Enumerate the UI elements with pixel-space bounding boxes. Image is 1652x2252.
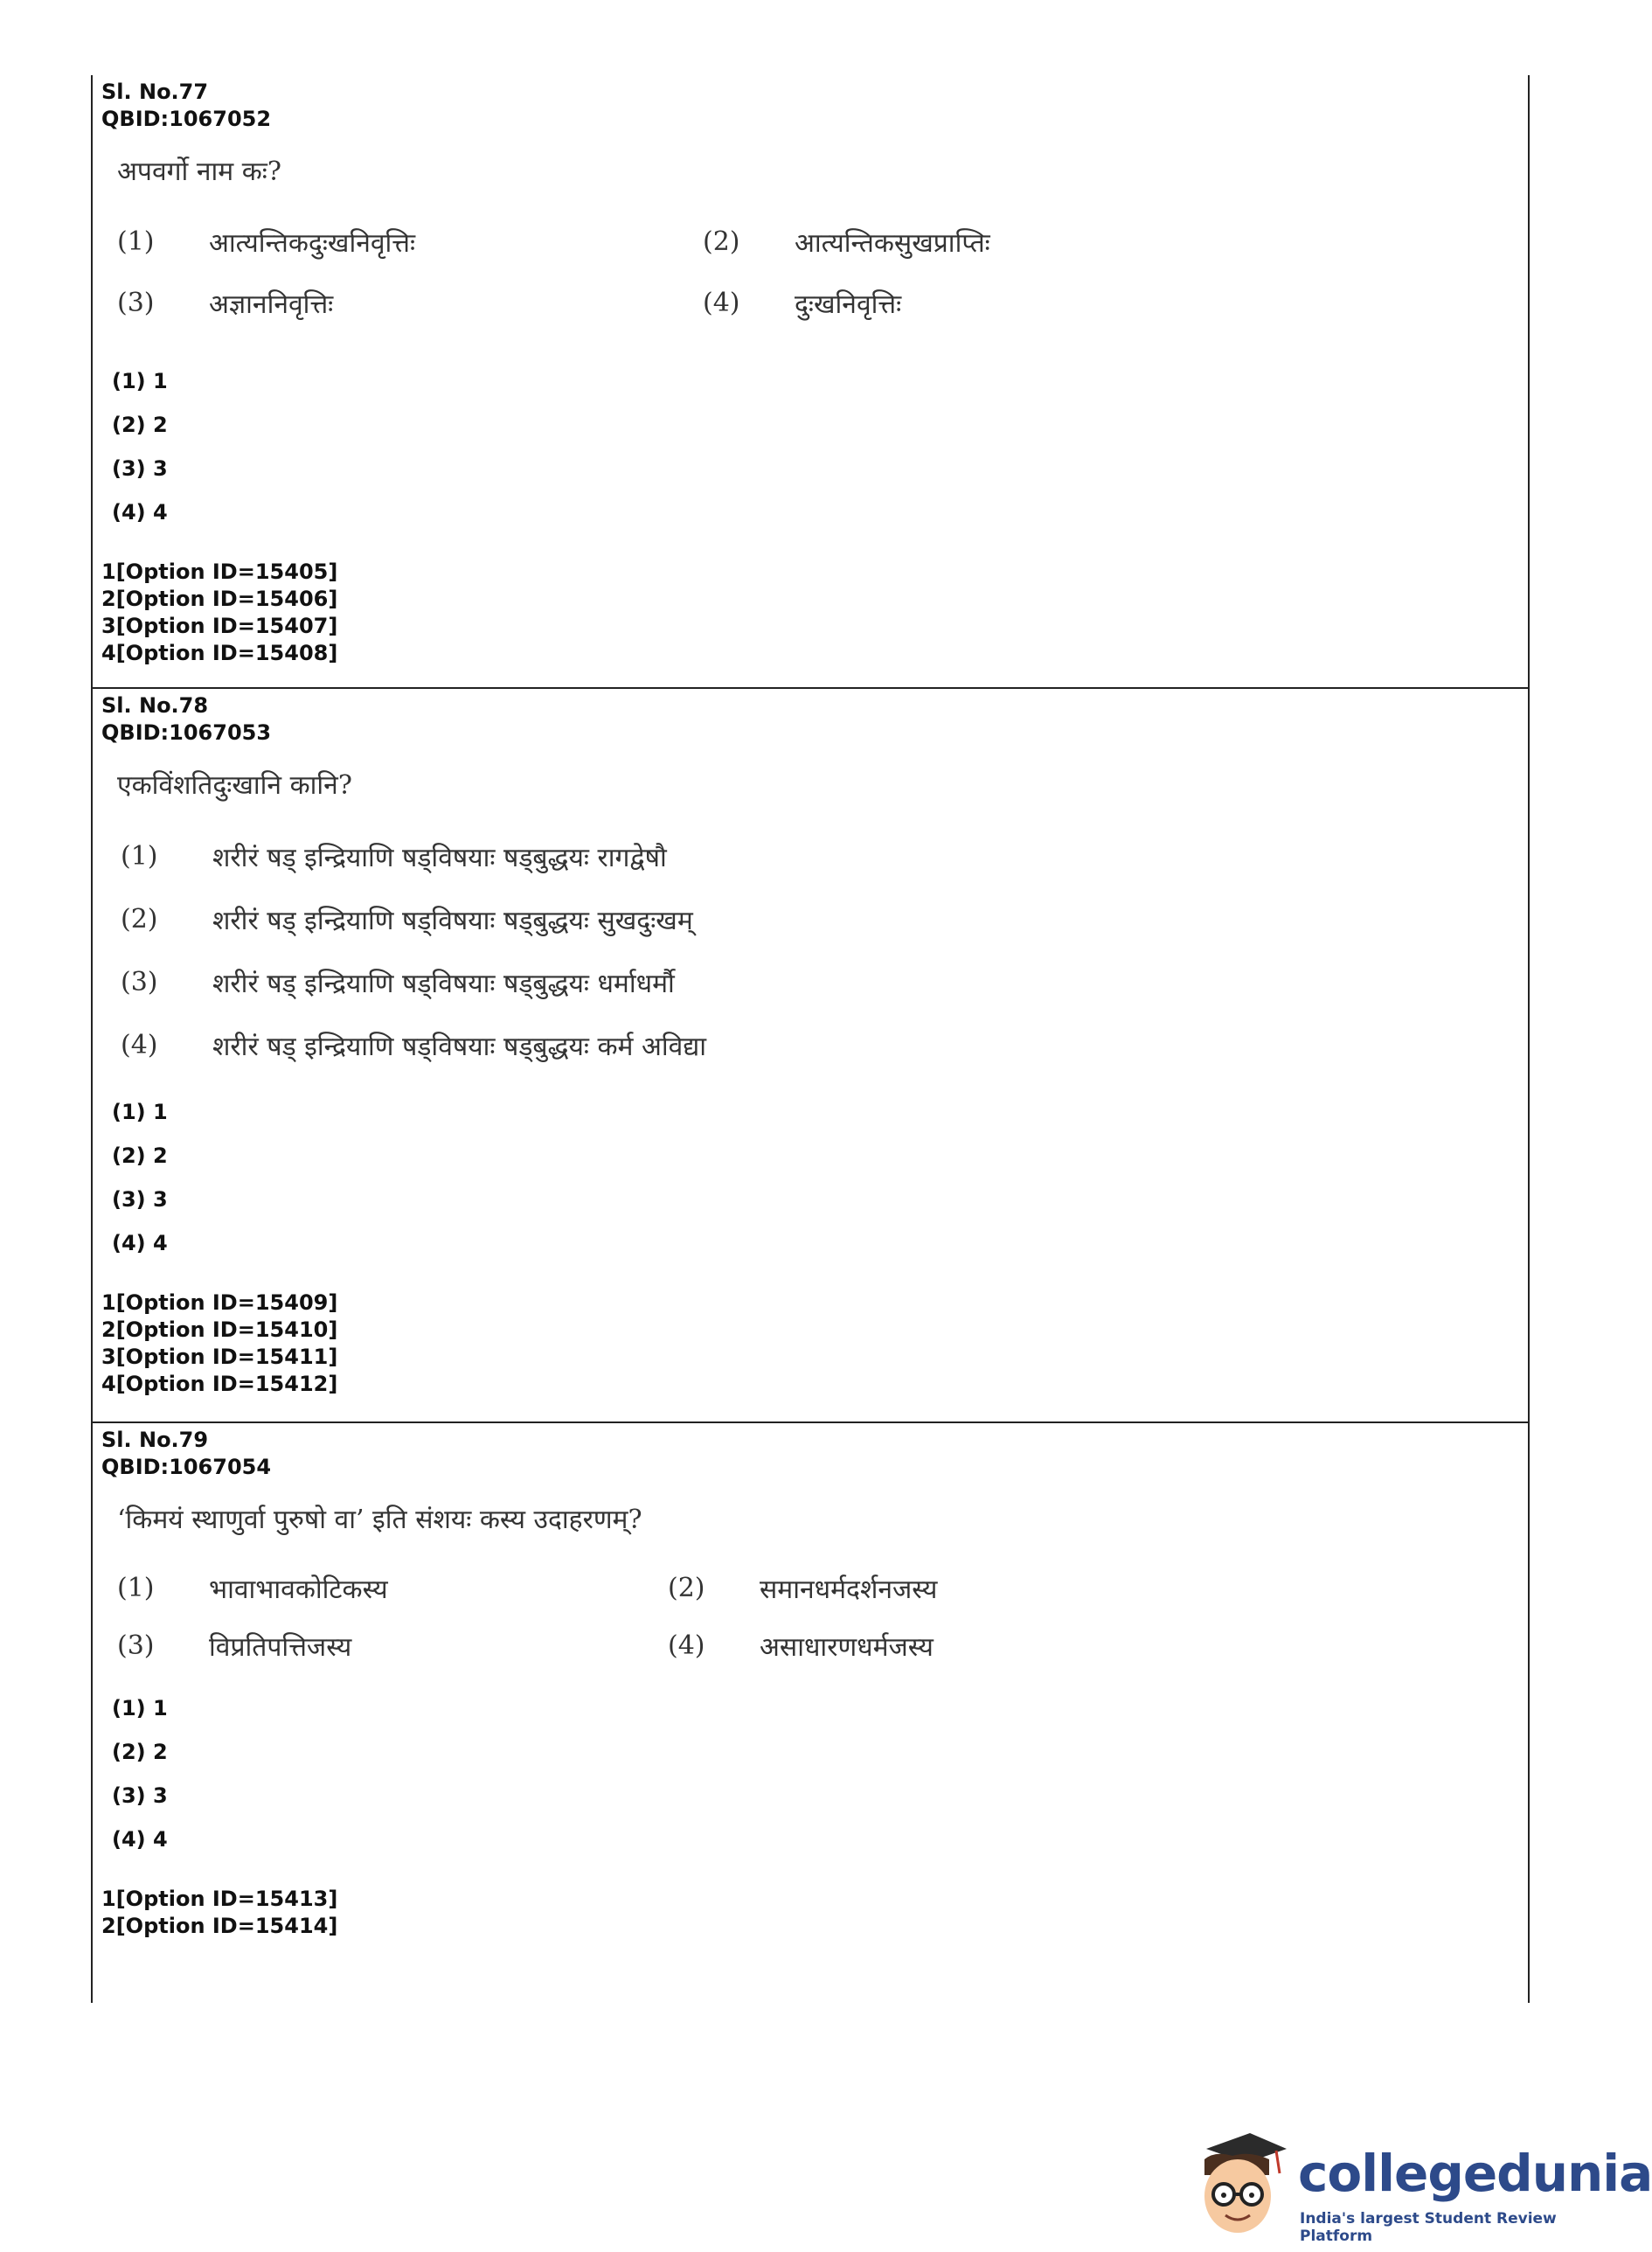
option-text: शरीरं षड् इन्द्रियाणि षड्विषयाः षड्बुद्धयः धर्माधर्मौ [212,968,675,999]
answer-choice: (2) 2 [112,1740,168,1764]
option-2 [703,224,1288,260]
answer-choice: (1) 1 [112,369,168,393]
answer-choices [112,1090,1528,1265]
option-text: विप्रतिपत्तिजस्य [209,1631,352,1663]
option-id: 1[Option ID=15409] [101,1290,338,1315]
option-number: (4) [668,1630,705,1661]
option-1 [117,1570,668,1606]
option-number: (2) [668,1572,705,1603]
question-stem: ‘किमयं स्थाणुर्वा पुरुषो वा’ इति संशयः कस्य उदाहरणम्? [117,1505,642,1535]
option-id: 2[Option ID=15406] [101,587,338,611]
option-text: आत्यन्तिकसुखप्राप्तिः [795,227,990,259]
question-paper-frame [91,75,1530,2003]
option-4 [121,1013,1528,1076]
answer-choice: (1) 1 [112,1100,168,1124]
answer-choice: (1) 1 [112,1696,168,1720]
answer-choices [112,1686,1528,1861]
qbid: QBID:1067053 [101,720,272,745]
serial-number: Sl. No.77 [101,80,209,104]
option-text: दुःखनिवृत्तिः [795,288,902,320]
serial-number: Sl. No.78 [101,693,209,718]
option-number: (1) [121,840,158,872]
options-list [121,824,1528,1076]
answer-choice: (3) 3 [112,1187,168,1212]
option-number: (4) [121,1029,158,1060]
option-text: समानधर्मदर्शनजस्य [760,1574,938,1605]
option-text: भावाभावकोटिकस्य [209,1574,388,1605]
option-number: (1) [117,1572,155,1603]
answer-choice: (3) 3 [112,1783,168,1808]
collegedunia-logo[interactable] [1189,2124,1652,2247]
option-id: 2[Option ID=15414] [101,1914,338,1938]
option-number: (3) [117,1630,155,1661]
question-block-79 [93,1423,1528,2003]
option-text: शरीरं षड् इन्द्रियाणि षड्विषयाः षड्बुद्धयः कर्म अविद्या [212,1031,707,1062]
answer-choice: (4) 4 [112,1231,168,1255]
option-id: 2[Option ID=15410] [101,1317,338,1342]
option-id-list [101,1289,1528,1398]
option-id: 1[Option ID=15405] [101,560,338,584]
option-3 [117,1628,668,1664]
answer-choice: (4) 4 [112,500,168,525]
option-id: 3[Option ID=15407] [101,614,338,638]
option-text: आत्यन्तिकदुःखनिवृत्तिः [209,227,416,259]
option-3 [117,285,703,321]
option-number: (3) [121,966,158,997]
option-id: 3[Option ID=15411] [101,1345,338,1369]
mascot-icon [1189,2124,1294,2247]
option-id: 1[Option ID=15413] [101,1887,338,1911]
option-id-list [101,559,1528,667]
option-number: (2) [703,226,740,257]
question-block-77 [93,75,1528,689]
option-id: 4[Option ID=15412] [101,1372,338,1396]
option-id: 4[Option ID=15408] [101,641,338,665]
option-text: अज्ञाननिवृत्तिः [209,288,334,320]
answer-choice: (3) 3 [112,456,168,481]
answer-choices [112,359,1528,534]
answer-choice: (2) 2 [112,1143,168,1168]
option-number: (4) [703,287,740,318]
serial-number: Sl. No.79 [101,1428,209,1452]
option-3 [121,950,1528,1013]
option-number: (1) [117,226,155,257]
options-grid [117,1559,1528,1674]
option-4 [703,285,1288,321]
option-1 [121,824,1528,887]
option-id-list [101,1886,1528,1940]
option-text: असाधारणधर्मजस्य [760,1631,934,1663]
option-1 [117,224,703,260]
answer-choice: (2) 2 [112,413,168,437]
option-number: (3) [117,287,155,318]
option-text: शरीरं षड् इन्द्रियाणि षड्विषयाः षड्बुद्धयः रागद्वेषौ [212,842,667,873]
option-number: (2) [121,903,158,935]
qbid: QBID:1067054 [101,1455,272,1479]
question-stem: एकविंशतिदुःखानि कानि? [117,770,352,801]
logo-wordmark: collegedunia [1298,2144,1652,2203]
question-block-78 [93,689,1528,1423]
answer-choice: (4) 4 [112,1827,168,1852]
qbid: QBID:1067052 [101,107,272,131]
option-4 [668,1628,1253,1664]
option-2 [668,1570,1253,1606]
option-2 [121,887,1528,950]
question-stem: अपवर्गो नाम कः? [117,156,281,187]
option-text: शरीरं षड् इन्द्रियाणि षड्विषयाः षड्बुद्धयः सुखदुःखम् [212,905,693,936]
options-grid [117,211,1528,333]
logo-tagline: India's largest Student Review Platform [1300,2210,1557,2245]
